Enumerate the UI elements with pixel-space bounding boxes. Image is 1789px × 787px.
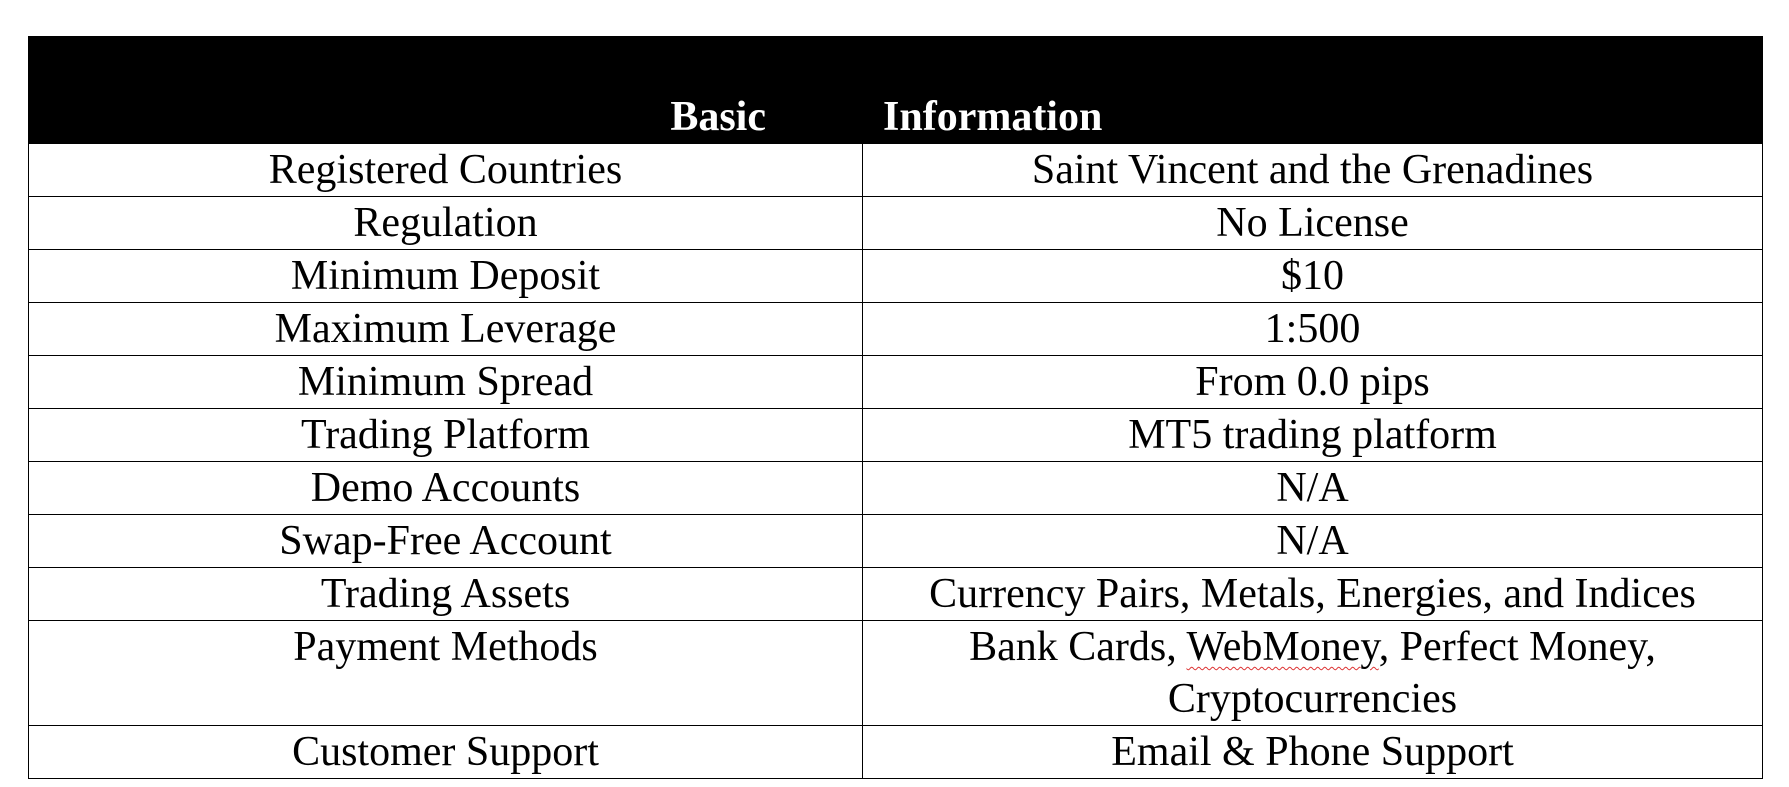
row-value-trading-platform: MT5 trading platform bbox=[863, 409, 1763, 462]
table-row bbox=[29, 515, 1763, 568]
payment-part-2: , Perfect Money, Cryptocurrencies bbox=[1167, 624, 1656, 722]
row-value-minimum-spread: From 0.0 pips bbox=[863, 356, 1763, 409]
row-value-demo-accounts: N/A bbox=[863, 462, 1763, 515]
row-label-trading-platform: Trading Platform bbox=[29, 409, 863, 462]
table-header-row bbox=[29, 37, 1763, 144]
table-row bbox=[29, 462, 1763, 515]
row-label-registered-countries: Registered Countries bbox=[29, 144, 863, 197]
row-label-minimum-deposit: Minimum Deposit bbox=[29, 250, 863, 303]
table-row bbox=[29, 726, 1763, 779]
row-label-customer-support: Customer Support bbox=[29, 726, 863, 779]
row-label-demo-accounts: Demo Accounts bbox=[29, 462, 863, 515]
payment-part-1: Bank Cards, bbox=[969, 624, 1187, 670]
table-row bbox=[29, 144, 1763, 197]
row-value-customer-support: Email & Phone Support bbox=[863, 726, 1763, 779]
row-label-trading-assets: Trading Assets bbox=[29, 568, 863, 621]
table-row bbox=[29, 409, 1763, 462]
table-row bbox=[29, 568, 1763, 621]
header-basic: Basic bbox=[29, 37, 863, 144]
row-value-minimum-deposit: $10 bbox=[863, 250, 1763, 303]
row-value-maximum-leverage: 1:500 bbox=[863, 303, 1763, 356]
table-row bbox=[29, 303, 1763, 356]
row-value-trading-assets: Currency Pairs, Metals, Energies, and Indices bbox=[863, 568, 1763, 621]
basic-information-table bbox=[28, 36, 1763, 779]
payment-part-webmoney: WebMoney bbox=[1186, 624, 1379, 670]
row-value-registered-countries: Saint Vincent and the Grenadines bbox=[863, 144, 1763, 197]
header-information: Information bbox=[863, 37, 1763, 144]
row-label-payment-methods: Payment Methods bbox=[29, 621, 863, 726]
row-label-regulation: Regulation bbox=[29, 197, 863, 250]
row-value-swap-free-account: N/A bbox=[863, 515, 1763, 568]
table-row bbox=[29, 250, 1763, 303]
row-label-minimum-spread: Minimum Spread bbox=[29, 356, 863, 409]
row-value-regulation: No License bbox=[863, 197, 1763, 250]
table-row bbox=[29, 356, 1763, 409]
table-row bbox=[29, 621, 1763, 726]
row-label-maximum-leverage: Maximum Leverage bbox=[29, 303, 863, 356]
row-value-payment-methods bbox=[863, 621, 1763, 726]
row-label-swap-free-account: Swap-Free Account bbox=[29, 515, 863, 568]
table-row bbox=[29, 197, 1763, 250]
